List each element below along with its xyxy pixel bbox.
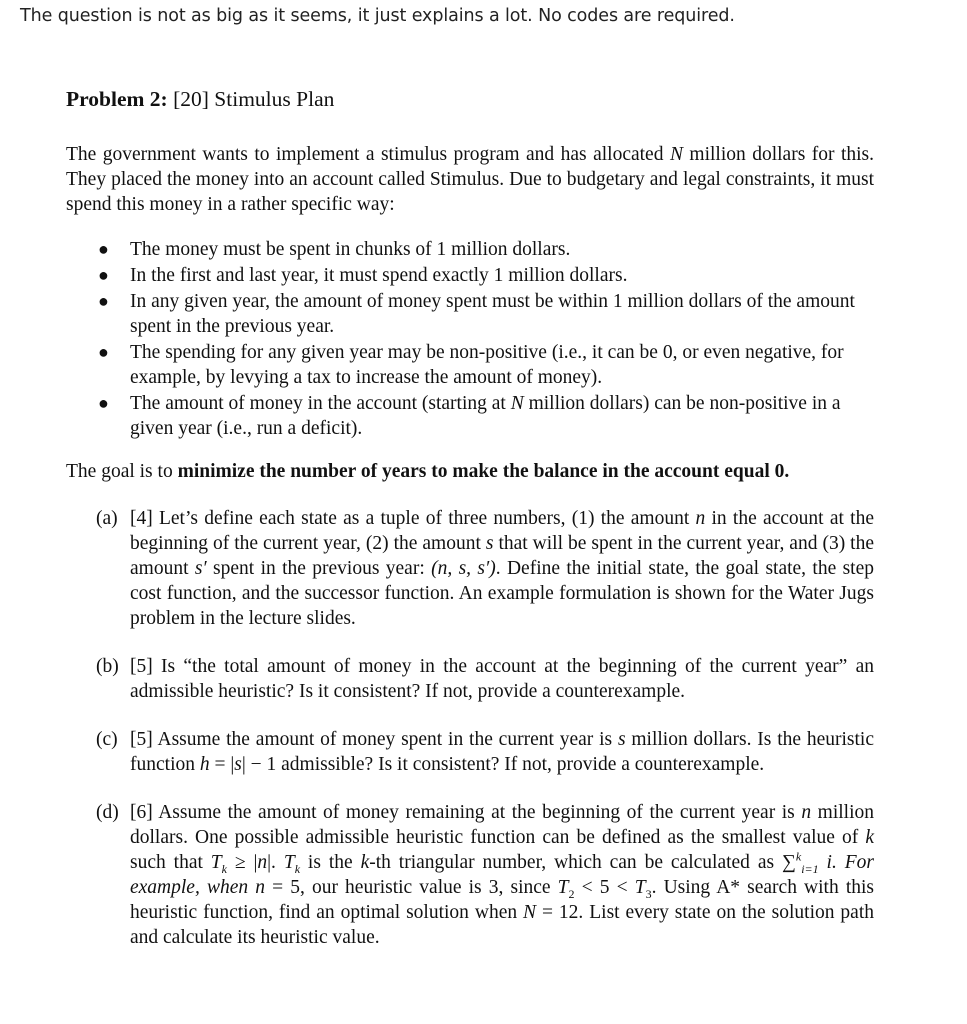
goal-statement bbox=[66, 459, 874, 484]
part-a-text: that will be spent in the current year, and (3) the amount bbox=[130, 533, 874, 579]
problem-title bbox=[66, 84, 874, 114]
subscript-k: k bbox=[221, 861, 227, 876]
var-n: n bbox=[257, 852, 268, 873]
constraint-text: In any given year, the amount of money spent must be within 1 million dollars of the amount spent in the previous year. bbox=[130, 291, 855, 337]
problem-document bbox=[66, 84, 874, 973]
intro-text-1: The government wants to implement a stimulus program and has allocated bbox=[66, 144, 670, 165]
part-d-text: million dollars. One possible admissible heuristic function can be defined as the smallest value of bbox=[130, 802, 874, 848]
part-d-text: ≥ | bbox=[226, 852, 258, 873]
constraint-list bbox=[66, 237, 874, 441]
problem-label: Problem 2: bbox=[66, 87, 168, 111]
constraint-item bbox=[66, 263, 874, 288]
subscript-k: k bbox=[294, 861, 301, 876]
var-n: n bbox=[695, 508, 706, 529]
sum-upper-limit: k bbox=[795, 849, 802, 864]
part-b bbox=[96, 654, 874, 704]
part-c-text: million dollars. Is the heuristic function bbox=[130, 729, 874, 775]
var-n-capital: N bbox=[523, 902, 537, 923]
part-d-text: such that bbox=[130, 852, 211, 873]
var-k: k bbox=[360, 852, 370, 873]
part-d bbox=[96, 800, 874, 950]
problem-points: [20] bbox=[173, 87, 209, 111]
var-s: s bbox=[234, 754, 242, 775]
bullet-icon: ● bbox=[98, 342, 109, 362]
part-a-text: . Define the initial state, the goal state, the step cost function, and the successor function. An example formulation is shown for the Water Jugs problem in the lecture slides. bbox=[130, 558, 874, 629]
goal-emphasis: minimize the number of years to make the balance in the account equal 0 bbox=[177, 461, 785, 482]
var-t: T bbox=[634, 877, 646, 898]
constraint-var-n: N bbox=[510, 393, 524, 414]
intro-paragraph bbox=[66, 142, 874, 217]
part-d-text: = 12. List every state on the solution path and calculate its heuristic value. bbox=[130, 902, 874, 948]
goal-suffix: . bbox=[784, 461, 790, 482]
var-s: s bbox=[617, 729, 626, 750]
bullet-icon: ● bbox=[98, 291, 109, 311]
goal-prefix: The goal is to bbox=[66, 461, 178, 482]
constraint-item bbox=[66, 289, 874, 339]
state-tuple: (n, s, s′) bbox=[431, 558, 496, 579]
part-b-label: (b) bbox=[96, 656, 119, 677]
part-c-label: (c) bbox=[96, 729, 118, 750]
part-a bbox=[96, 506, 874, 631]
constraint-text: million dollars) can be non-positive in a given year (i.e., run a deficit). bbox=[130, 393, 841, 439]
subscript-3: 3 bbox=[645, 886, 652, 901]
intro-var-n: N bbox=[669, 144, 683, 165]
var-t: T bbox=[283, 852, 295, 873]
part-a-text: [4] Let’s define each state as a tuple of three numbers, (1) the amount bbox=[130, 508, 696, 529]
var-t: T bbox=[210, 852, 222, 873]
bullet-icon: ● bbox=[98, 393, 109, 413]
subscript-2: 2 bbox=[568, 886, 575, 901]
constraint-text: The money must be spent in chunks of 1 million dollars. bbox=[130, 239, 571, 260]
constraint-item bbox=[66, 391, 874, 441]
part-c-text: = | bbox=[209, 754, 235, 775]
constraint-text: In the first and last year, it must spend exactly 1 million dollars. bbox=[130, 265, 628, 286]
part-d-text: = 5, our heuristic value is 3, since bbox=[264, 877, 558, 898]
question-parts bbox=[96, 506, 874, 950]
part-d-text: |. bbox=[267, 852, 284, 873]
part-a-text: spent in the previous year: bbox=[206, 558, 432, 579]
part-d-text: -th triangular number, which can be calculated as ∑ bbox=[369, 852, 796, 873]
part-d-text: < 5 < bbox=[574, 877, 635, 898]
problem-name: Stimulus Plan bbox=[214, 87, 335, 111]
part-c-text: [5] Assume the amount of money spent in the current year is bbox=[130, 729, 618, 750]
constraint-text: The amount of money in the account (starting at bbox=[130, 393, 511, 414]
part-d-text: [6] Assume the amount of money remaining at the beginning of the current year is bbox=[130, 802, 802, 823]
var-k: k bbox=[865, 827, 874, 848]
part-d-text: is the bbox=[300, 852, 361, 873]
part-c bbox=[96, 727, 874, 777]
part-a-label: (a) bbox=[96, 508, 118, 529]
part-d-label: (d) bbox=[96, 802, 119, 823]
var-n: n bbox=[801, 802, 812, 823]
part-a-text: in the account at the beginning of the current year, (2) the amount bbox=[130, 508, 874, 554]
constraint-item bbox=[66, 340, 874, 390]
var-h: h bbox=[199, 754, 210, 775]
bullet-icon: ● bbox=[98, 265, 109, 285]
constraint-item bbox=[66, 237, 874, 262]
var-s: s bbox=[485, 533, 494, 554]
part-b-text: [5] Is “the total amount of money in the account at the beginning of the current year” an admissible heuristic? Is it consistent? If not, provide a counterexample. bbox=[130, 656, 874, 702]
constraint-text: The spending for any given year may be non-positive (i.e., it can be 0, or even negative, for example, by levying a tax to increase the amount of money). bbox=[130, 342, 844, 388]
part-d-text: . Using A* search with this heuristic function, find an optimal solution when bbox=[130, 877, 875, 923]
sum-lower-limit: i=1 bbox=[801, 861, 819, 876]
intro-text-2: million dollars for this. They placed the money into an account called Stimulus. Due to budgetary and legal constraints, it must spend this money in a rather specific way: bbox=[66, 144, 874, 215]
bullet-icon: ● bbox=[98, 239, 109, 259]
var-t: T bbox=[557, 877, 569, 898]
var-n: n bbox=[255, 877, 265, 898]
part-d-text: i. For example, when bbox=[130, 852, 875, 898]
part-c-text: | − 1 admissible? Is it consistent? If not, provide a counterexample. bbox=[241, 754, 765, 775]
var-s-prime: s′ bbox=[194, 558, 207, 579]
question-note: The question is not as big as it seems, it just explains a lot. No codes are required. bbox=[20, 6, 735, 26]
